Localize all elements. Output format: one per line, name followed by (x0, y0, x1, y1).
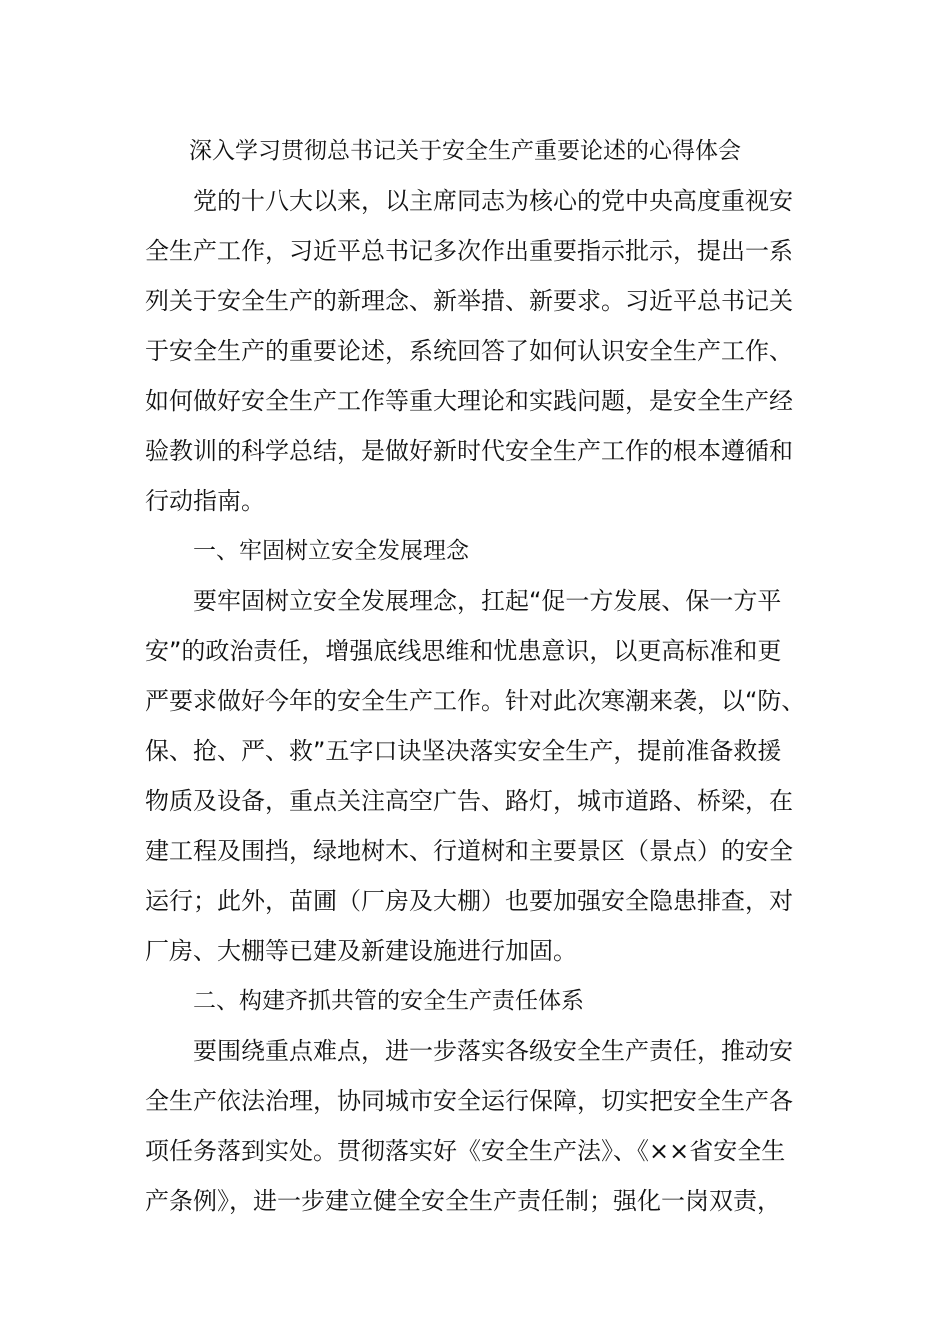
text-line: 产条例》，进一步建立健全安全生产责任制；强化一岗双责， (145, 1187, 781, 1215)
text-line: 全生产工作，习近平总书记多次作出重要指示批示，提出一系 (145, 237, 793, 265)
text-line: 项任务落到实处。贯彻落实好《安全生产法》、《××省安全生 (145, 1137, 786, 1165)
text-line: 列关于安全生产的新理念、新举措、新要求。习近平总书记关 (145, 287, 793, 315)
text-line: 厂房、大棚等已建及新建设施进行加固。 (145, 937, 577, 965)
section-2-paragraph (145, 1026, 810, 1226)
text-line: 要牢固树立安全发展理念，扛起“促一方发展、保一方平 (193, 587, 782, 615)
text-line: 运行；此外，苗圃（厂房及大棚）也要加强安全隐患排查，对 (145, 887, 793, 915)
intro-paragraph (145, 176, 810, 526)
text-line: 建工程及围挡，绿地树木、行道树和主要景区（景点）的安全 (145, 837, 793, 865)
text-line: 全生产依法治理，协同城市安全运行保障，切实把安全生产各 (145, 1087, 793, 1115)
text-line: 安”的政治责任，增强底线思维和忧患意识，以更高标准和更 (145, 637, 782, 665)
text-line: 行动指南。 (145, 487, 265, 515)
document-title: 深入学习贯彻总书记关于安全生产重要论述的心得体会 (189, 138, 741, 164)
text-line: 于安全生产的重要论述，系统回答了如何认识安全生产工作、 (145, 337, 793, 365)
text-line: 验教训的科学总结，是做好新时代安全生产工作的根本遵循和 (145, 437, 793, 465)
section-heading-1: 一、牢固树立安全发展理念 (193, 538, 469, 564)
text-line: 如何做好安全生产工作等重大理论和实践问题，是安全生产经 (145, 387, 793, 415)
text-line: 物质及设备，重点关注高空广告、路灯，城市道路、桥梁，在 (145, 787, 793, 815)
text-line: 要围绕重点难点，进一步落实各级安全生产责任，推动安 (193, 1037, 793, 1065)
section-heading-2: 二、构建齐抓共管的安全生产责任体系 (193, 988, 584, 1014)
section-1-paragraph (145, 576, 810, 976)
text-line: 保、抢、严、救”五字口诀坚决落实安全生产，提前准备救援 (145, 737, 782, 765)
document-body (145, 126, 810, 1226)
text-line: 严要求做好今年的安全生产工作。针对此次寒潮来袭，以“防、 (145, 687, 806, 715)
text-line: 党的十八大以来，以主席同志为核心的党中央高度重视安 (193, 187, 793, 215)
